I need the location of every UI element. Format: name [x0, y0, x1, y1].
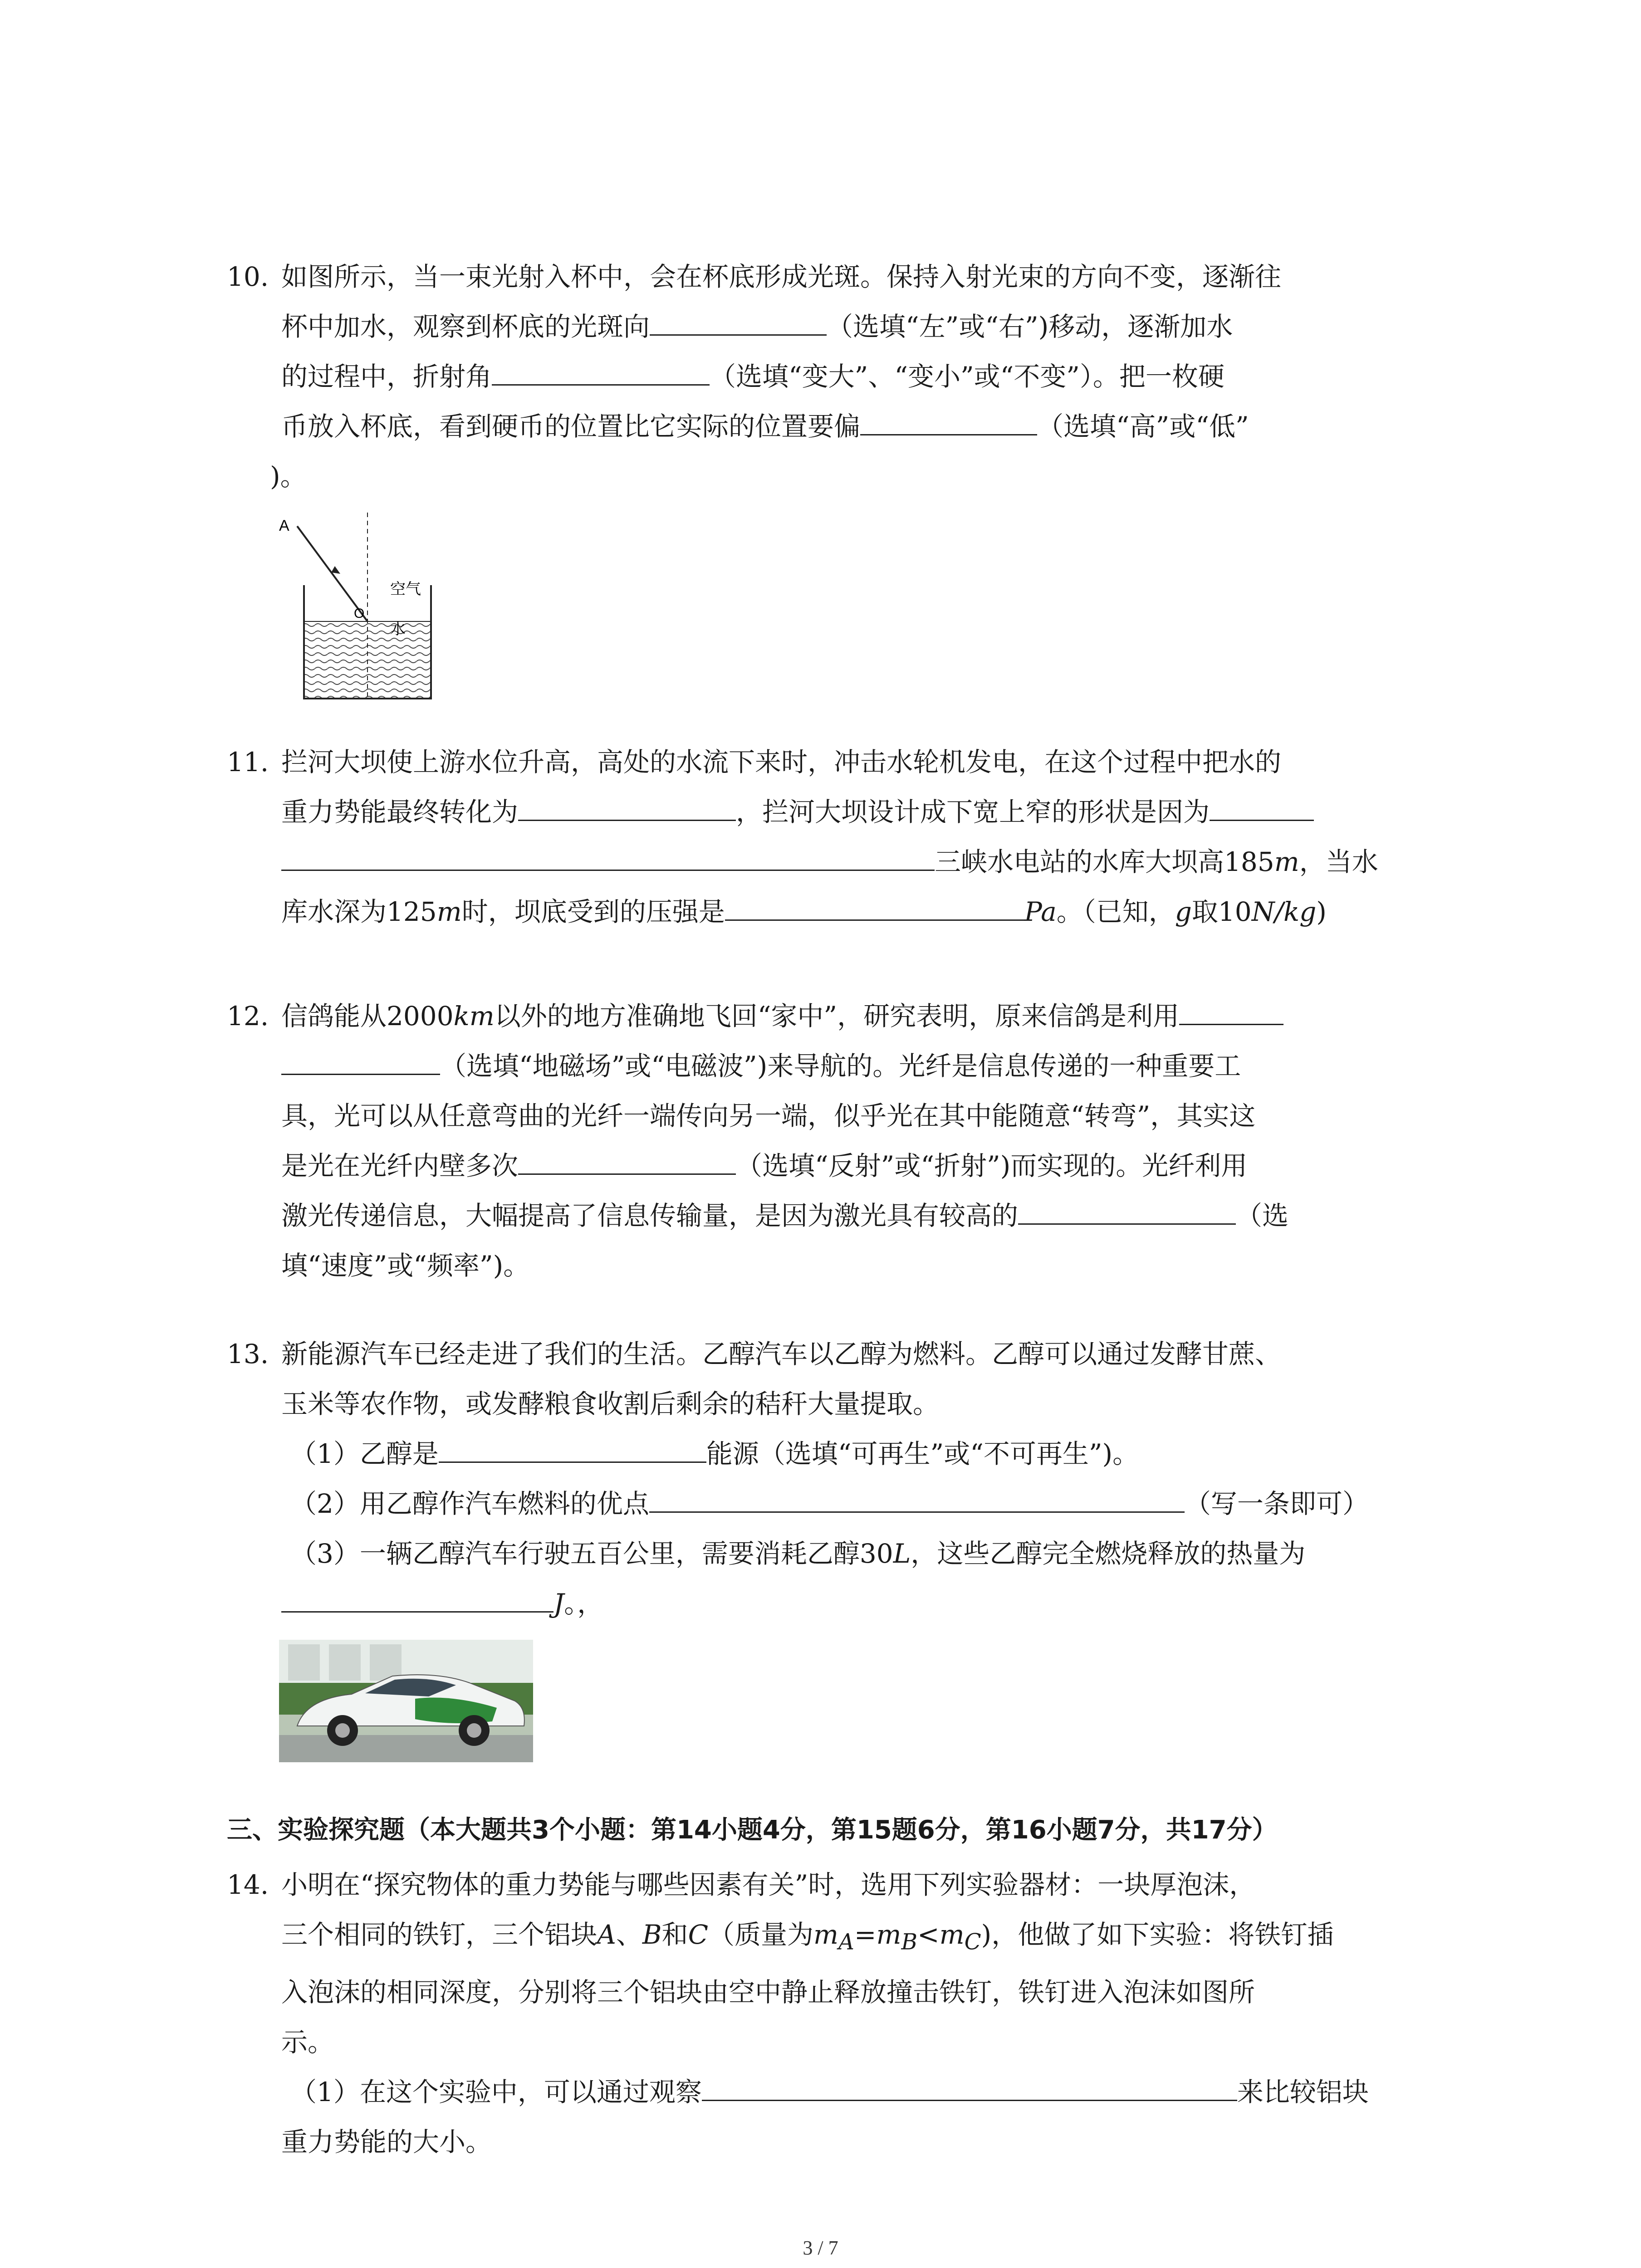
text: （质量为 — [708, 1919, 813, 1950]
answer-blank[interactable] — [281, 842, 935, 871]
question-text — [281, 352, 1452, 401]
unit: J — [554, 1588, 564, 1619]
answer-blank[interactable] — [702, 2072, 1237, 2101]
text: 信鸽能从2000 — [281, 1001, 454, 1031]
window-shape — [370, 1644, 402, 1681]
answer-blank[interactable] — [650, 307, 827, 336]
question-text: 示。 — [281, 2026, 334, 2058]
question-12 — [227, 991, 1452, 1290]
question-text: 重力势能的大小。 — [281, 2126, 492, 2157]
symbol: =m — [854, 1919, 901, 1950]
text: 以外的地方准确地飞回“家中”，研究表明，原来信鸽是利用 — [494, 1001, 1180, 1031]
question-text — [281, 1041, 1452, 1091]
text: ) — [1316, 896, 1327, 927]
unit: Pa — [1024, 896, 1057, 927]
text: ，当水 — [1299, 846, 1378, 877]
question-number: 11. — [227, 747, 269, 777]
ray-arrow-icon — [331, 566, 340, 574]
sub-question-1 — [290, 1429, 1452, 1479]
question-text — [281, 302, 1452, 352]
question-number: 10. — [227, 261, 269, 292]
window-shape — [329, 1644, 361, 1681]
text: （选 — [1236, 1200, 1289, 1231]
question-number: 13. — [227, 1339, 269, 1369]
question-11 — [227, 737, 1452, 937]
question-text — [281, 1191, 1452, 1241]
text: 。（已知， — [1056, 896, 1175, 927]
answer-blank[interactable] — [860, 407, 1037, 435]
text: )，他做了如下实验：将铁钉插 — [981, 1919, 1334, 1950]
symbol: g — [1175, 896, 1192, 927]
subscript: B — [901, 1929, 917, 1955]
question-text: 如图所示，当一束光射入杯中，会在杯底形成光斑。保持入射光束的方向不变，逐渐往 — [281, 261, 1282, 292]
text: 激光传递信息，大幅提高了信息传输量，是因为激光具有较高的 — [281, 1200, 1019, 1231]
question-text — [281, 991, 1452, 1041]
symbol: C — [688, 1919, 708, 1950]
answer-blank[interactable] — [281, 1584, 554, 1613]
text: （选填“地磁场”或“电磁波”)来导航的。光纤是信息传递的一种重要工 — [440, 1051, 1241, 1081]
text: 来比较铝块 — [1237, 2076, 1369, 2107]
window-shape — [288, 1644, 320, 1681]
question-text: 入泡沫的相同深度，分别将三个铝块由空中静止释放撞击铁钉，铁钉进入泡沫如图所 — [281, 1976, 1255, 2008]
question-number: 12. — [227, 1001, 269, 1031]
text: ，拦河大坝设计成下宽上窄的形状是因为 — [736, 797, 1210, 827]
answer-blank[interactable] — [1018, 1196, 1236, 1225]
answer-blank[interactable] — [649, 1484, 1185, 1513]
text: （1）乙醇是 — [290, 1438, 439, 1469]
text: 能源（选填“可再生”或“不可再生”)。 — [706, 1438, 1139, 1469]
text: （1）在这个实验中，可以通过观察 — [290, 2076, 702, 2107]
question-text — [281, 887, 1452, 937]
question-text: 玉米等农作物，或发酵粮食收割后剩余的秸秆大量提取。 — [281, 1388, 940, 1419]
question-text: 拦河大坝使上游水位升高，高处的水流下来时，冲击水轮机发电，在这个过程中把水的 — [281, 747, 1282, 777]
answer-blank[interactable] — [281, 1046, 440, 1075]
question-10 — [227, 252, 1452, 501]
label-o: O — [354, 606, 365, 621]
text: 。， — [564, 1588, 604, 1619]
text: 杯中加水，观察到杯底的光斑向 — [281, 311, 650, 342]
text: 、 — [616, 1919, 642, 1950]
answer-blank[interactable] — [518, 1146, 736, 1175]
answer-blank[interactable] — [439, 1434, 706, 1463]
question-14 — [227, 1860, 1452, 2167]
text: 三个相同的铁钉，三个铝块 — [281, 1919, 598, 1950]
text: （选填“左”或“右”)移动，逐渐加水 — [827, 311, 1233, 342]
unit: N/kg — [1251, 896, 1317, 927]
sub-question-3 — [290, 1529, 1452, 1579]
answer-blank[interactable] — [1210, 792, 1314, 821]
text: （3）一辆乙醇汽车行驶五百公里，需要消耗乙醇30 — [290, 1538, 893, 1569]
answer-blank[interactable] — [1179, 997, 1283, 1025]
question-text — [281, 1141, 1452, 1191]
question-text: 小明在“探究物体的重力势能与哪些因素有关”时，选用下列实验器材：一块厚泡沫， — [281, 1869, 1256, 1900]
sub-question-1 — [290, 2067, 1452, 2117]
hubcap — [467, 1723, 481, 1738]
label-a: A — [279, 517, 289, 534]
symbol: m — [813, 1919, 838, 1950]
answer-blank[interactable] — [725, 892, 1024, 921]
question-text — [281, 787, 1452, 837]
text: （写一条即可） — [1184, 1488, 1369, 1519]
symbol: <m — [917, 1919, 965, 1950]
road-area — [279, 1735, 533, 1762]
section-heading: 三、实验探究题（本大题共3个小题：第14小题4分，第15题6分，第16小题7分，共17分） — [227, 1815, 1278, 1845]
unit: L — [893, 1538, 911, 1569]
text: 的过程中，折射角 — [281, 361, 492, 392]
refraction-beaker-figure — [277, 513, 467, 703]
question-text: 填“速度”或“频率”)。 — [281, 1250, 530, 1281]
text: ，这些乙醇完全燃烧释放的热量为 — [911, 1538, 1306, 1569]
question-text — [281, 1910, 1452, 1967]
text: （2）用乙醇作汽车燃料的优点 — [290, 1488, 649, 1519]
text: 重力势能最终转化为 — [281, 797, 519, 827]
text: （选填“变大”、“变小”或“不变”）。把一枚硬 — [710, 361, 1225, 392]
text: （选填“高”或“低” — [1037, 411, 1249, 442]
text: 时，坝底受到的压强是 — [461, 896, 725, 927]
label-water: 水 — [390, 621, 406, 638]
unit: m — [436, 896, 462, 927]
sub-question-3-answer — [281, 1579, 1452, 1628]
symbol: B — [642, 1919, 662, 1950]
answer-blank[interactable] — [492, 357, 710, 386]
text: 取10 — [1191, 896, 1252, 927]
label-air: 空气 — [390, 581, 421, 598]
text: 和 — [661, 1919, 688, 1950]
question-text: )。 — [270, 461, 307, 492]
text: （选填“反射”或“折射”)而实现的。光纤利用 — [736, 1150, 1248, 1181]
text: 币放入杯底，看到硬币的位置比它实际的位置要偏 — [281, 411, 861, 442]
symbol: A — [597, 1919, 616, 1950]
text: 库水深为125 — [281, 896, 437, 927]
subscript: A — [838, 1929, 854, 1955]
text: 是光在光纤内壁多次 — [281, 1150, 519, 1181]
unit: km — [453, 1001, 495, 1031]
page-number: 3 / 7 — [803, 2237, 838, 2259]
question-13 — [227, 1329, 1452, 1628]
hubcap — [335, 1723, 350, 1738]
text: 三峡水电站的水库大坝高185 — [935, 846, 1274, 877]
answer-blank[interactable] — [518, 792, 736, 821]
question-text: 具，光可以从任意弯曲的光纤一端传向另一端，似乎光在其中能随意“转弯”，其实这 — [281, 1100, 1256, 1131]
subscript: C — [964, 1929, 981, 1955]
ethanol-car-photo — [279, 1640, 533, 1762]
question-number: 14. — [227, 1869, 269, 1900]
question-text — [281, 401, 1452, 451]
question-text — [281, 837, 1452, 887]
question-text: 新能源汽车已经走进了我们的生活。乙醇汽车以乙醇为燃料。乙醇可以通过发酵甘蔗、 — [281, 1339, 1282, 1369]
sub-question-2 — [290, 1479, 1452, 1529]
unit: m — [1274, 846, 1299, 877]
